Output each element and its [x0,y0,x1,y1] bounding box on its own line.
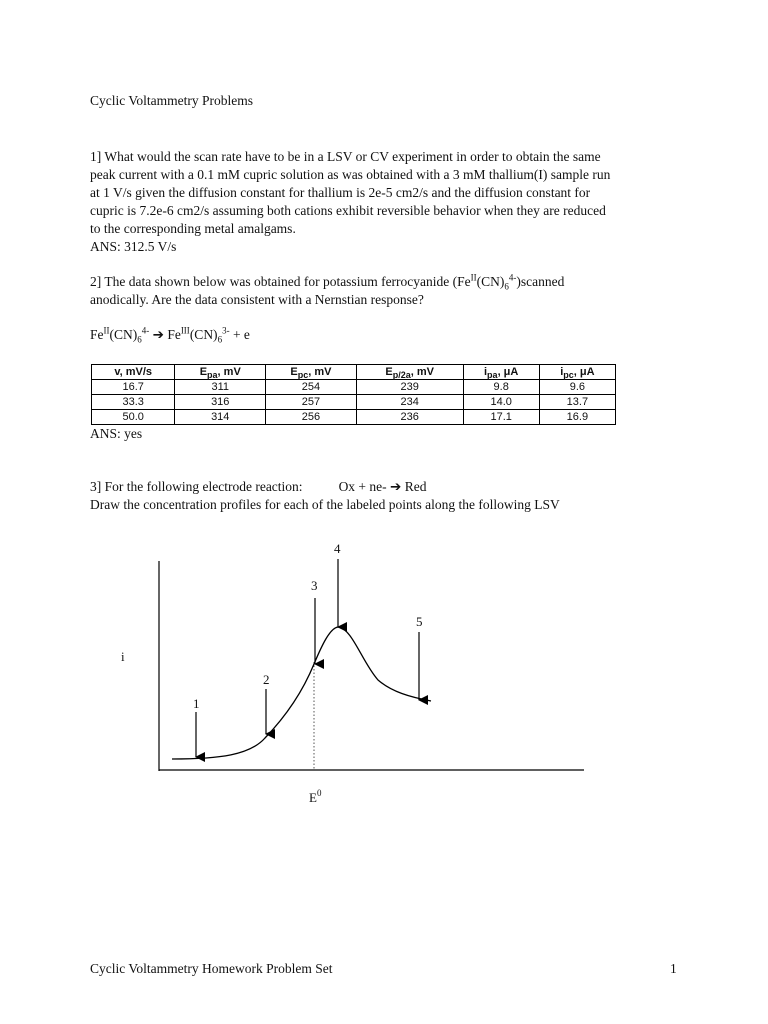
q1-line: peak current with a 0.1 mM cupric solution as was obtained with a 3 mM thallium(I) sample run [90,167,611,182]
table-cell: 16.9 [539,410,615,425]
table-cell: 257 [266,395,357,410]
page-number: 1 [670,961,677,976]
table-cell: 13.7 [539,395,615,410]
label-point-4: 4 [334,541,341,556]
footer-title: Cyclic Voltammetry Homework Problem Set [90,961,333,976]
y-axis-label: i [121,649,125,664]
page-title: Cyclic Voltammetry Problems [90,93,253,108]
q1-line: to the corresponding metal amalgams. [90,221,296,236]
q1-line: 1] What would the scan rate have to be in a LSV or CV experiment in order to obtain the same [90,149,601,164]
label-point-5: 5 [416,614,423,629]
table-cell: 14.0 [463,395,539,410]
label-point-2: 2 [263,672,270,687]
header-epa: $E_{pa}$, mV [175,365,266,380]
q2-answer: ANS: yes [90,426,143,441]
table-cell: 254 [266,380,357,395]
table-cell: 50.0 [92,410,175,425]
header-ipc: $i_{pc}$, μA [539,365,615,380]
q1-answer: ANS: 312.5 V/s [90,239,177,254]
table-cell: 9.6 [539,380,615,395]
q3-line2: Draw the concentration profiles for each of the labeled points along the following LSV [90,497,560,512]
lsv-curve [172,627,431,759]
table-cell: 311 [175,380,266,395]
q2-intro-line2: anodically. Are the data consistent with a Nernstian response? [90,292,424,307]
table-cell: 234 [356,395,463,410]
q1-line: cupric is 7.2e-6 cm2/s assuming both cations exhibit reversible behavior when they are reduced [90,203,606,218]
table-cell: 9.8 [463,380,539,395]
header-ep2a: $E_{p/2a}$, mV [356,365,463,380]
header-ipa: $i_{pa}$, μA [463,365,539,380]
q1-line: at 1 V/s given the diffusion constant for thallium is 2e-5 cm2/s and the diffusion constant for [90,185,591,200]
table-cell: 256 [266,410,357,425]
table-cell: 17.1 [463,410,539,425]
q2-intro-line1: 2] The data shown below was obtained for potassium ferrocyanide $(Fe^{II}(CN)_6^{4-})scanned$ [90,272,565,292]
q3-line1: 3] For the following electrode reaction: Ox + ne- ➔ Red [90,479,427,494]
header-scan-rate: v, mV/s [92,365,175,380]
label-point-3: 3 [311,578,318,593]
table-cell: 33.3 [92,395,175,410]
table-cell: 314 [175,410,266,425]
x-axis-label: $E^0$ [309,788,322,805]
reaction-equation: $Fe^{II}(CN)_6^{4-}$ ➔ $Fe^{III}(CN)_6^{3-} + e$ [90,325,250,345]
table-cell: 316 [175,395,266,410]
reaction-arrow: ➔ [152,327,164,342]
header-epc: $E_{pc}$, mV [266,365,357,380]
table-cell: 236 [356,410,463,425]
table-cell: 239 [356,380,463,395]
label-point-1: 1 [193,696,200,711]
table-cell: 16.7 [92,380,175,395]
